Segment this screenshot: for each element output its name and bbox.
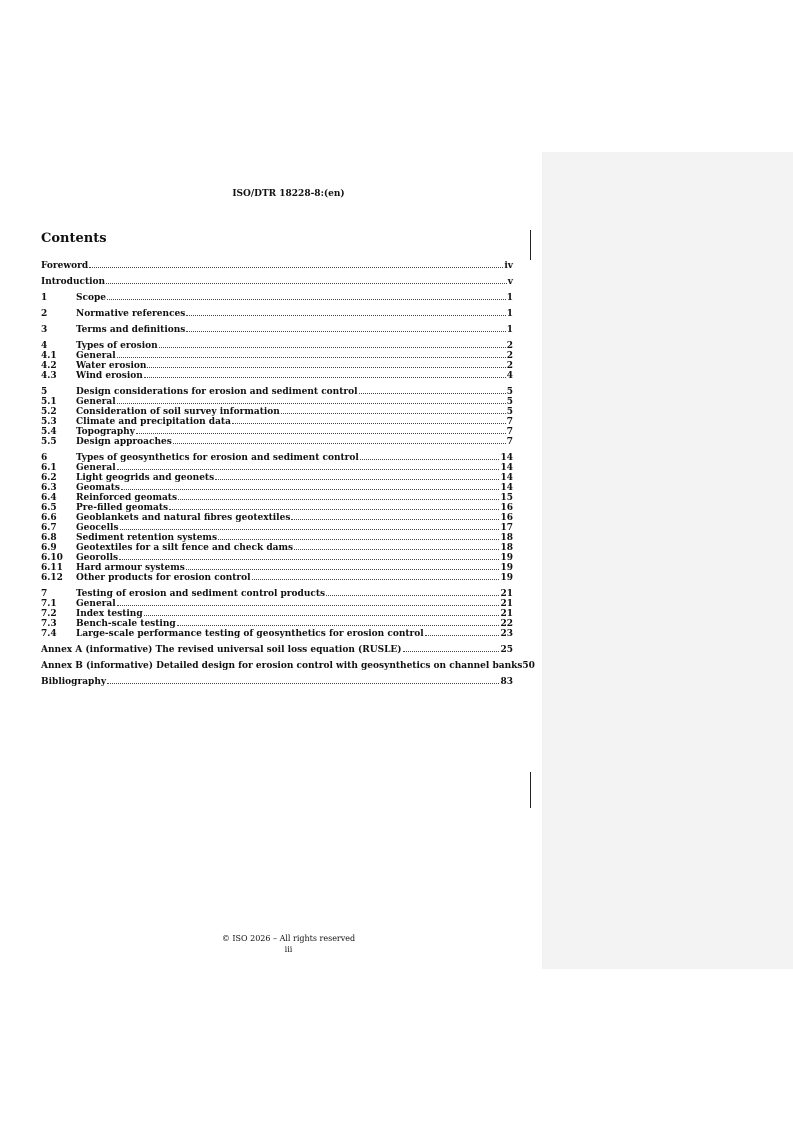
- toc-leader-dots: [359, 392, 506, 394]
- toc-entry-page: iv: [504, 261, 513, 271]
- document-header: ISO/DTR 18228-8:(en): [232, 189, 345, 199]
- toc-entry[interactable]: [41, 473, 513, 483]
- toc-entry-title: Geomats: [76, 483, 120, 493]
- toc-entry-page: 14: [500, 473, 513, 483]
- toc-entry-page: 5: [506, 387, 513, 397]
- toc-leader-dots: [291, 518, 499, 520]
- toc-entry-title: Georolls: [76, 553, 119, 563]
- toc-entry-number: 7.4: [41, 629, 57, 639]
- toc-entry-page: 2: [506, 351, 513, 361]
- toc-entry-number: 6.11: [41, 563, 63, 573]
- toc-entry-number: 5: [41, 387, 48, 397]
- toc-entry-page: 83: [500, 677, 513, 687]
- toc-leader-dots: [294, 548, 499, 550]
- toc-leader-dots: [89, 266, 503, 268]
- toc-entry-number: 6.12: [41, 573, 63, 583]
- toc-entry[interactable]: [41, 543, 513, 553]
- toc-entry-number: 7.1: [41, 599, 57, 609]
- toc-entry[interactable]: [41, 645, 513, 655]
- toc-entry-number: 6.6: [41, 513, 57, 523]
- toc-leader-dots: [144, 614, 500, 616]
- toc-entry-title: Reinforced geomats: [76, 493, 178, 503]
- toc-leader-dots: [173, 442, 506, 444]
- toc-entry-title: Other products for erosion control: [76, 573, 251, 583]
- toc-leader-dots: [120, 528, 500, 530]
- toc-entry-title: General: [76, 599, 116, 609]
- toc-entry-page: 1: [506, 325, 513, 335]
- toc-entry-number: 5.4: [41, 427, 57, 437]
- toc-entry[interactable]: [41, 513, 513, 523]
- toc-entry-number: 1: [41, 293, 48, 303]
- toc-entry-number: 4.3: [41, 371, 57, 381]
- toc-entry[interactable]: [41, 407, 513, 417]
- toc-entry-title: Design approaches: [76, 437, 172, 447]
- toc-entry-page: 7: [506, 427, 513, 437]
- toc-entry-page: 16: [500, 513, 513, 523]
- toc-entry-title: Hard armour systems: [76, 563, 185, 573]
- toc-entry[interactable]: [41, 619, 513, 629]
- toc-leader-dots: [119, 558, 499, 560]
- toc-entry-number: 5.3: [41, 417, 57, 427]
- toc-entry-number: 6.2: [41, 473, 57, 483]
- toc-leader-dots: [136, 432, 506, 434]
- change-bar-top: [530, 230, 531, 260]
- toc-leader-dots: [186, 568, 500, 570]
- toc-entry[interactable]: [41, 437, 513, 447]
- toc-leader-dots: [425, 634, 500, 636]
- toc-entry-page: 23: [500, 629, 513, 639]
- toc-entry-page: 5: [506, 407, 513, 417]
- toc-leader-dots: [215, 478, 499, 480]
- toc-leader-dots: [186, 314, 505, 316]
- toc-entry[interactable]: [41, 483, 513, 493]
- toc-entry[interactable]: [41, 277, 513, 287]
- toc-entry-title: Geocells: [76, 523, 119, 533]
- toc-entry-number: 4.2: [41, 361, 57, 371]
- toc-entry-title: Climate and precipitation data: [76, 417, 231, 427]
- toc-leader-dots: [169, 508, 499, 510]
- toc-entry-title: General: [76, 463, 116, 473]
- toc-leader-dots: [117, 468, 500, 470]
- toc-entry-page: 1: [506, 293, 513, 303]
- toc-entry-number: 6.8: [41, 533, 57, 543]
- toc-entry-title: Introduction: [41, 277, 106, 287]
- toc-leader-dots: [360, 458, 500, 460]
- toc-leader-dots: [106, 282, 507, 284]
- toc-entry-page: 18: [500, 533, 513, 543]
- toc-entry[interactable]: [41, 417, 513, 427]
- toc-leader-dots: [117, 604, 500, 606]
- toc-entry-title: Foreword: [41, 261, 89, 271]
- toc-entry-page: 16: [500, 503, 513, 513]
- toc-entry-page: 25: [500, 645, 513, 655]
- toc-entry-title: Types of geosynthetics for erosion and sediment control: [76, 453, 359, 463]
- toc-leader-dots: [218, 538, 499, 540]
- table-of-contents: [41, 261, 535, 687]
- toc-entry-page: 15: [500, 493, 513, 503]
- toc-leader-dots: [403, 650, 500, 652]
- toc-entry-number: 2: [41, 309, 48, 319]
- toc-entry-title: Wind erosion: [76, 371, 143, 381]
- toc-entry[interactable]: [41, 361, 513, 371]
- toc-entry-title: Annex A (informative) The revised universal soil loss equation (RUSLE): [41, 645, 402, 655]
- toc-entry-title: Bench-scale testing: [76, 619, 176, 629]
- toc-entry[interactable]: [41, 629, 513, 639]
- toc-entry-number: 6.5: [41, 503, 57, 513]
- toc-entry-title: Scope: [76, 293, 107, 303]
- toc-entry-page: 21: [500, 589, 513, 599]
- toc-entry-page: 4: [506, 371, 513, 381]
- toc-entry-title: Bibliography: [41, 677, 107, 687]
- toc-entry-title: Testing of erosion and sediment control products: [76, 589, 326, 599]
- toc-entry-number: 7: [41, 589, 48, 599]
- toc-entry[interactable]: [41, 493, 513, 503]
- toc-entry-number: 6.3: [41, 483, 57, 493]
- toc-leader-dots: [252, 578, 500, 580]
- toc-entry-title: Topography: [76, 427, 135, 437]
- toc-entry-page: 17: [500, 523, 513, 533]
- toc-entry-title: Sediment retention systems: [76, 533, 218, 543]
- toc-entry[interactable]: [41, 351, 513, 361]
- toc-leader-dots: [117, 402, 506, 404]
- toc-leader-dots: [281, 412, 506, 414]
- toc-entry-page: 5: [506, 397, 513, 407]
- toc-entry-title: Pre-filled geomats: [76, 503, 169, 513]
- toc-entry-page: 14: [500, 453, 513, 463]
- toc-entry-page: 14: [500, 483, 513, 493]
- toc-entry-title: Geoblankets and natural fibres geotextiles: [76, 513, 291, 523]
- toc-entry[interactable]: [41, 397, 513, 407]
- toc-entry[interactable]: [41, 563, 513, 573]
- toc-entry[interactable]: [41, 371, 513, 381]
- toc-entry[interactable]: [41, 677, 513, 687]
- toc-leader-dots: [107, 298, 506, 300]
- toc-entry-number: 5.5: [41, 437, 57, 447]
- toc-entry-page: 21: [500, 599, 513, 609]
- toc-entry-number: 5.2: [41, 407, 57, 417]
- toc-entry-page: 50: [522, 661, 535, 671]
- toc-entry-page: 19: [500, 563, 513, 573]
- toc-entry-number: 6.9: [41, 543, 57, 553]
- toc-entry-page: 18: [500, 543, 513, 553]
- toc-entry[interactable]: [41, 293, 513, 303]
- change-bar-bottom: [530, 772, 531, 808]
- toc-entry-number: 6: [41, 453, 48, 463]
- copyright-notice: © ISO 2026 – All rights reserved: [221, 934, 356, 943]
- toc-entry[interactable]: [41, 463, 513, 473]
- toc-entry-number: 6.1: [41, 463, 57, 473]
- toc-entry-number: 4.1: [41, 351, 57, 361]
- toc-entry-number: 5.1: [41, 397, 57, 407]
- toc-leader-dots: [186, 330, 505, 332]
- toc-entry-number: 7.3: [41, 619, 57, 629]
- toc-entry-title: Index testing: [76, 609, 143, 619]
- toc-entry[interactable]: [41, 341, 513, 351]
- toc-entry[interactable]: [41, 427, 513, 437]
- contents-title: Contents: [41, 231, 107, 246]
- toc-entry-title: Consideration of soil survey information: [76, 407, 280, 417]
- toc-entry[interactable]: [41, 325, 513, 335]
- toc-leader-dots: [177, 624, 500, 626]
- toc-entry-page: 19: [500, 553, 513, 563]
- toc-leader-dots: [232, 422, 506, 424]
- toc-leader-dots: [144, 376, 506, 378]
- toc-leader-dots: [159, 346, 506, 348]
- toc-entry[interactable]: [41, 553, 513, 563]
- toc-entry[interactable]: [41, 523, 513, 533]
- toc-entry-page: 21: [500, 609, 513, 619]
- toc-entry-number: 6.4: [41, 493, 57, 503]
- toc-entry-page: 2: [506, 341, 513, 351]
- toc-entry[interactable]: [41, 503, 513, 513]
- toc-entry[interactable]: [41, 573, 513, 583]
- toc-leader-dots: [178, 498, 499, 500]
- toc-entry-title: Types of erosion: [76, 341, 158, 351]
- toc-entry-title: Geotextiles for a silt fence and check dams: [76, 543, 294, 553]
- toc-entry[interactable]: [41, 261, 513, 271]
- toc-entry[interactable]: [41, 609, 513, 619]
- toc-entry[interactable]: [41, 387, 513, 397]
- toc-entry-number: 7.2: [41, 609, 57, 619]
- toc-entry-page: 1: [506, 309, 513, 319]
- toc-entry[interactable]: [41, 309, 513, 319]
- page-number: iii: [284, 945, 293, 954]
- toc-entry-title: General: [76, 397, 116, 407]
- toc-entry-title: Normative references: [76, 309, 186, 319]
- toc-entry[interactable]: [41, 589, 513, 599]
- toc-entry-page: 7: [506, 417, 513, 427]
- toc-entry-number: 6.10: [41, 553, 63, 563]
- toc-leader-dots: [107, 682, 499, 684]
- toc-entry-title: Annex B (informative) Detailed design for erosion control with geosynthetics on channel banks: [41, 661, 523, 671]
- toc-entry-page: v: [507, 277, 513, 287]
- page-footer: [0, 933, 577, 955]
- toc-entry-title: General: [76, 351, 116, 361]
- toc-entry[interactable]: [41, 661, 535, 671]
- toc-entry-page: 22: [500, 619, 513, 629]
- toc-entry-page: 2: [506, 361, 513, 371]
- toc-entry-number: 4: [41, 341, 48, 351]
- toc-leader-dots: [326, 594, 499, 596]
- toc-entry-number: 3: [41, 325, 48, 335]
- toc-leader-dots: [117, 356, 506, 358]
- toc-entry-page: 7: [506, 437, 513, 447]
- toc-entry-title: Design considerations for erosion and sediment control: [76, 387, 358, 397]
- comment-pane: [542, 152, 793, 969]
- toc-entry[interactable]: [41, 453, 513, 463]
- toc-entry-title: Large-scale performance testing of geosynthetics for erosion control: [76, 629, 424, 639]
- toc-entry[interactable]: [41, 599, 513, 609]
- toc-entry-title: Water erosion: [76, 361, 147, 371]
- toc-entry-number: 6.7: [41, 523, 57, 533]
- toc-entry-page: 19: [500, 573, 513, 583]
- toc-leader-dots: [121, 488, 499, 490]
- toc-entry-title: Light geogrids and geonets: [76, 473, 215, 483]
- toc-entry-title: Terms and definitions: [76, 325, 186, 335]
- toc-entry[interactable]: [41, 533, 513, 543]
- toc-leader-dots: [147, 366, 505, 368]
- toc-entry-page: 14: [500, 463, 513, 473]
